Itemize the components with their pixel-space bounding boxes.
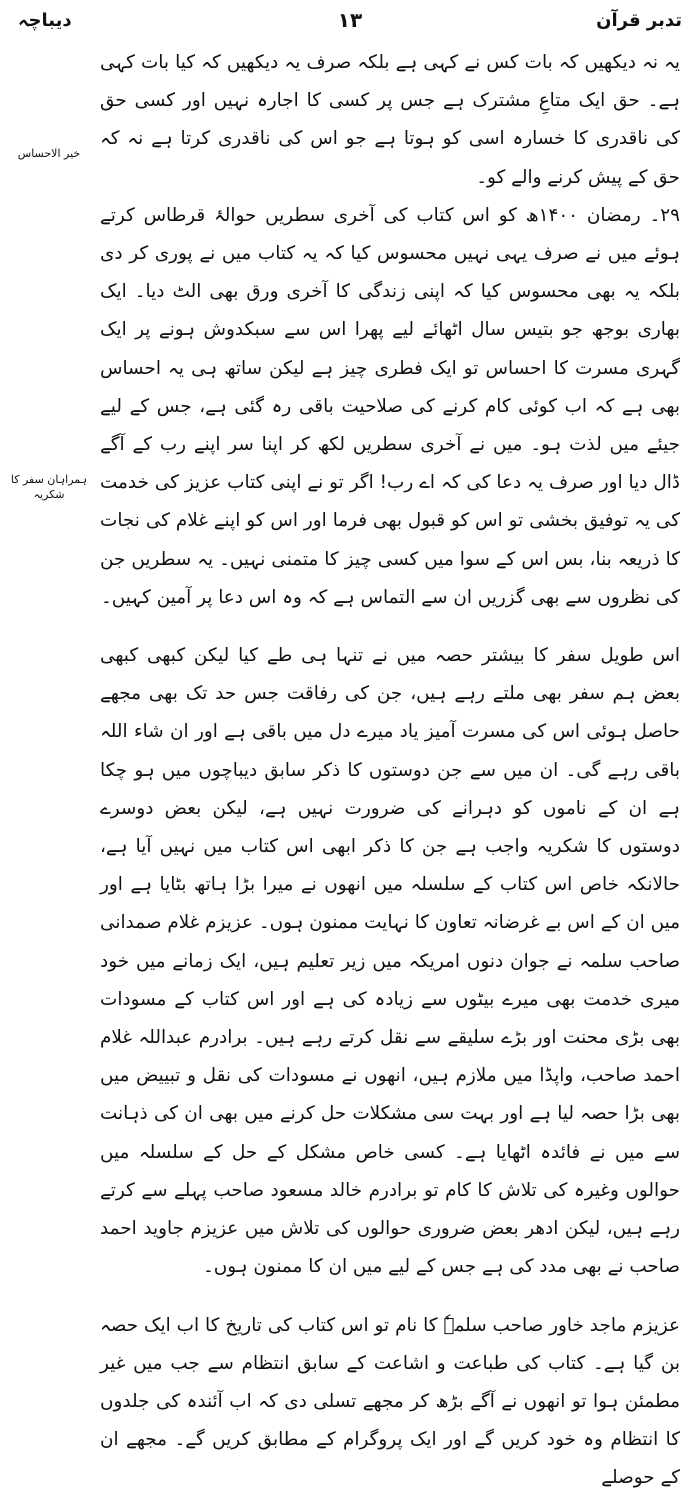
page-number: ۱۳ bbox=[337, 8, 363, 32]
margin-note-thanks: خیر الاحساس bbox=[17, 147, 81, 160]
margin-note-companions: ہمراہان سفر کا شکریہ bbox=[10, 473, 88, 501]
section-name: دیباچہ bbox=[18, 10, 72, 31]
paragraph: ۲۹۔ رمضان ۱۴۰۰ھ کو اس کتاب کی آخری سطریں حوالۂ قرطاس کرتے ہوئے میں نے صرف یہی نہیں محسوس کیا کہ یہ کتاب میں نے پوری کر دی بلکہ یہ بھی محسوس کیا کہ اپنی زندگی کا آخری ورق بھی الٹ دیا۔ ایک بھاری بوجھ جو بتیس سال اٹھائے لیے پھرا اس سے سبکدوش ہونے پر ایک گہری مسرت کا احساس تو ایک فطری چیز ہے لیکن ساتھ ہی یہ احساس بھی ہے کہ اب کوئی کام کرنے کی صلاحیت باقی رہ گئی ہے، جس کے لیے جیئے میں لذت ہو۔ میں نے آخری سطریں لکھ کر اپنا سر اپنے رب کے آگے ڈال دیا اور صرف یہ دعا کی کہ اے رب! اگر تو نے اپنی کتاب عزیز کی خدمت کی یہ توفیق بخشی تو اس کو قبول بھی فرما اور اس کو اپنے غلام کی نجات کا ذریعہ بنا، بس اس کے سوا میں کسی چیز کا متمنی نہیں۔ یہ سطریں جن کی نظروں سے بھی گزریں ان سے التماس ہے کہ وہ اس دعا پر آمین کہیں۔ bbox=[100, 204, 680, 608]
paragraph: یہ نہ دیکھیں کہ بات کس نے کہی ہے بلکہ صرف یہ دیکھیں کہ کیا بات کہی ہے۔ حق ایک متاعِ مشترک ہے جس پر کسی کا اجارہ نہیں اور کسی حق کی ناقدری کا خسارہ اسی کو ہوتا ہے جو اس کی ناقدری کرتا ہے نہ کہ حق کے پیش کرنے والے کو۔ bbox=[100, 52, 680, 188]
page-header bbox=[18, 6, 682, 40]
paragraph: اس طویل سفر کا بیشتر حصہ میں نے تنہا ہی طے کیا لیکن کبھی کبھی بعض ہم سفر بھی ملتے رہے ہیں، جن کی رفاقت جس حد تک بھی مجھے حاصل ہوئی اس کی مسرت آمیز یاد میرے دل میں باقی ہے اور ان شاء اللہ باقی رہے گی۔ ان میں سے جن دوستوں کا ذکر سابق دیباچوں میں ہو چکا ہے ان کے ناموں کو دہرانے کی ضرورت نہیں ہے، لیکن بعض دوسرے دوستوں کا شکریہ واجب ہے جن کا ذکر ابھی اس کتاب میں نہیں آیا ہے، حالانکہ خاص اس کتاب کے سلسلہ میں انھوں نے میرا بڑا ہاتھ بٹایا ہے اور میں ان کے اس بے غرضانہ تعاون کا نہایت ممنون ہوں۔ عزیزم غلام صمدانی صاحب سلمہ نے جوان دنوں امریکہ میں زیر تعلیم ہیں، ایک زمانے میں خود میری خدمت بھی میرے بیٹوں سے زیادہ کی ہے اور اس کتاب کے مسودات بھی بڑی محنت اور بڑے سلیقے سے نقل کرتے رہے ہیں۔ برادرم عبداللہ غلام احمد صاحب، واپڈا میں ملازم ہیں، انھوں نے مسودات کی نقل و تبییض میں بھی بڑا حصہ لیا ہے اور بہت سی مشکلات حل کرنے میں بھی ان کی ذہانت سے میں نے فائدہ اٹھایا ہے۔ کسی خاص مشکل کے حل کے سلسلہ میں حوالوں وغیرہ کی تلاش کا کام تو برادرم خالد مسعود صاحب پہلے سے کرتے رہے ہیں، لیکن ادھر بعض ضروری حوالوں کی تلاش میں عزیزم جاوید احمد صاحب نے بھی مدد کی ہے جس کے لیے میں ان کا ممنون ہوں۔ bbox=[100, 645, 680, 1278]
paragraph: عزیزم ماجد خاور صاحب سلمہٗ کا نام تو اس کتاب کی تاریخ کا اب ایک حصہ بن گیا ہے۔ کتاب کی طباعت و اشاعت کے سابق انتظام سے جب میں غیر مطمئن ہوا تو انھوں نے آگے بڑھ کر مجھے تسلی دی کہ اب آئندہ کی جلدوں کا انتظام وہ خود کریں گے اور ایک پروگرام کے مطابق کریں گے۔ مجھے ان کے حوصلے bbox=[100, 1314, 680, 1489]
running-title: تدبر قرآن bbox=[596, 10, 682, 31]
body-text bbox=[100, 44, 680, 1498]
